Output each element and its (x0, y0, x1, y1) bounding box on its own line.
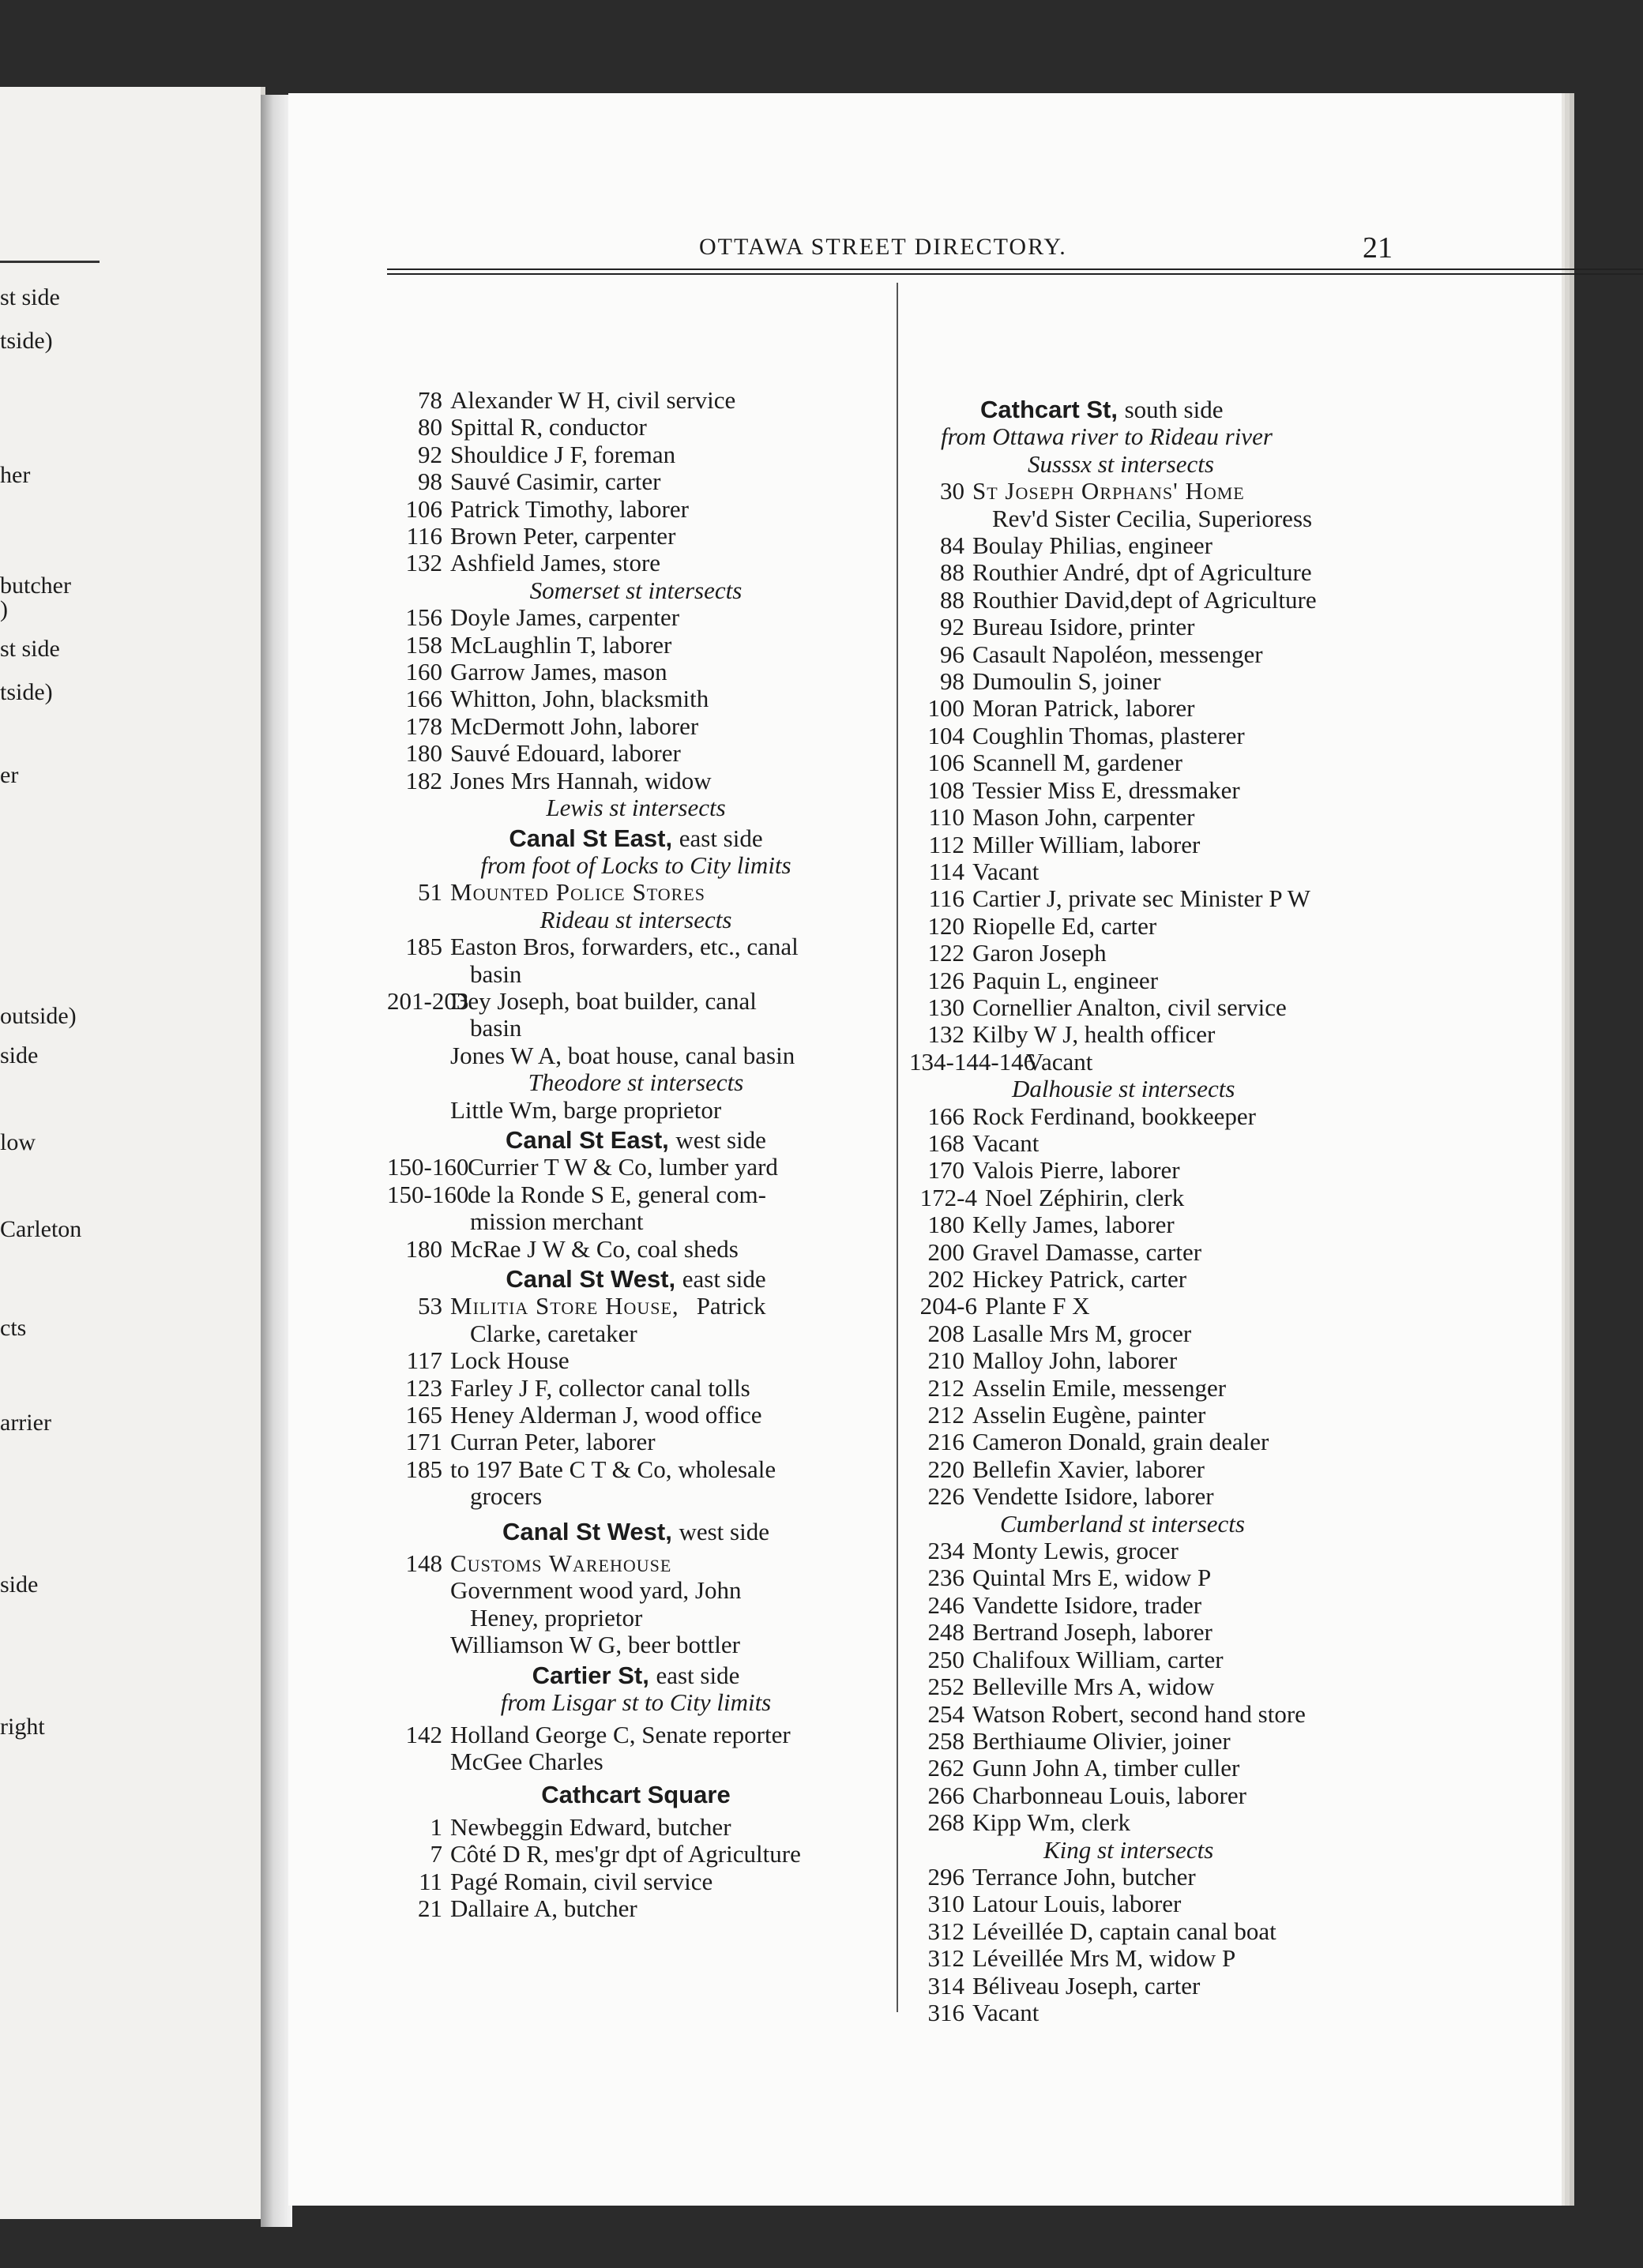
resident-entry: Kipp Wm, clerk (972, 1808, 1131, 1837)
page-number: 21 (1363, 231, 1393, 265)
list-item (909, 1647, 1643, 1673)
house-number: 110 (928, 803, 964, 832)
list-item (909, 940, 1643, 967)
house-number: 312 (927, 1944, 964, 1973)
list-item (387, 1347, 885, 1374)
list-item (909, 1728, 1643, 1755)
house-number: 208 (927, 1319, 964, 1347)
house-number: 178 (405, 712, 442, 740)
list-item (909, 1564, 1643, 1591)
list-item (387, 768, 885, 794)
list-item-continuation: Clarke, caretaker (470, 1319, 637, 1347)
resident-entry: Plante F X (985, 1292, 1090, 1320)
house-number: 266 (927, 1781, 964, 1809)
list-item: Williamson W G, beer bottler (450, 1631, 740, 1659)
resident-entry: Mason John, carpenter (972, 803, 1195, 832)
list-item: 148 Customs Warehouse (405, 1549, 672, 1578)
resident-entry: Vacant (972, 1998, 1040, 2026)
resident-entry: Vacant (972, 1128, 1040, 1157)
house-number: 108 (927, 775, 964, 804)
street-heading: Canal St East, east side (509, 824, 763, 852)
resident-entry: Vendette Isidore, laborer (972, 1482, 1214, 1511)
list-item (909, 1293, 1643, 1320)
resident-entry: Pagé Romain, civil service (450, 1867, 713, 1895)
list-item (909, 723, 1643, 749)
list-item (909, 832, 1643, 858)
house-number: 172-4 (919, 1183, 977, 1211)
resident-entry: Miller William, laborer (972, 830, 1201, 858)
list-item: 142 Holland George C, Senate reporter (405, 1720, 791, 1748)
list-item (387, 1841, 885, 1868)
resident-entry: Moran Patrick, laborer (972, 694, 1195, 723)
list-item (909, 532, 1643, 559)
cross-street: Rideau st intersects (540, 905, 732, 933)
resident-entry: Bureau Isidore, printer (972, 613, 1195, 641)
list-item (909, 777, 1643, 804)
list-item (909, 1429, 1643, 1455)
street-range: from Lisgar st to City limits (500, 1688, 772, 1717)
book-gutter (261, 95, 292, 2227)
street-heading: Cathcart St, south side (980, 396, 1224, 423)
list-item (909, 1456, 1643, 1483)
list-item (387, 550, 885, 576)
resident-entry: Valois Pierre, laborer (972, 1156, 1180, 1185)
list-item (387, 632, 885, 659)
list-item (909, 1701, 1643, 1728)
list-item (909, 1320, 1643, 1347)
list-item (909, 695, 1643, 722)
list-item (387, 1895, 885, 1922)
house-number: 168 (927, 1128, 964, 1157)
resident-entry: Léveillée Mrs M, widow P (972, 1944, 1236, 1973)
list-item (909, 1103, 1643, 1130)
resident-entry: Cornellier Analton, civil service (972, 993, 1287, 1021)
left-column (387, 387, 885, 1922)
house-number: 212 (927, 1401, 964, 1429)
list-item (909, 668, 1643, 695)
list-item (909, 1185, 1643, 1211)
house-number: 226 (927, 1482, 964, 1511)
left-page-text-fragment: er (0, 762, 19, 788)
list-item (387, 1402, 885, 1429)
house-number: 166 (405, 685, 442, 713)
resident-entry: Patrick Timothy, laborer (450, 494, 689, 523)
street-range: from Ottawa river to Rideau river (941, 422, 1273, 451)
list-item-continuation: basin (470, 1014, 522, 1042)
left-page-text-fragment: tside) (0, 328, 53, 354)
resident-entry: Côté D R, mes'gr dpt of Agriculture (450, 1840, 801, 1868)
list-item-continuation: Rev'd Sister Cecilia, Superioress (992, 504, 1313, 532)
house-number: 254 (927, 1699, 964, 1728)
house-number: 98 (940, 667, 964, 696)
house-number: 98 (418, 467, 442, 496)
resident-entry: Chalifoux William, carter (972, 1645, 1224, 1673)
resident-entry: Sauvé Casimir, carter (450, 467, 661, 496)
list-item: 51 Mounted Police Stores (418, 878, 706, 907)
house-number: 156 (405, 603, 442, 632)
house-number: 120 (927, 911, 964, 940)
list-item (387, 523, 885, 550)
house-number: 166 (927, 1102, 964, 1130)
house-number: 112 (928, 830, 964, 858)
list-item (909, 587, 1643, 614)
list-item (909, 614, 1643, 640)
house-number: 126 (927, 966, 964, 994)
resident-entry: Charbonneau Louis, laborer (972, 1781, 1246, 1809)
resident-entry: Terrance John, butcher (972, 1862, 1196, 1891)
resident-entry: Asselin Eugène, painter (972, 1401, 1206, 1429)
list-item (387, 1814, 885, 1841)
house-number: 132 (927, 1020, 964, 1049)
resident-entry: Jones Mrs Hannah, widow (450, 766, 712, 794)
list-item: 185 Easton Bros, forwarders, etc., canal (405, 933, 799, 961)
list-item (909, 1809, 1643, 1836)
list-item-continuation: Heney, proprietor (470, 1603, 643, 1632)
list-item: 201-203 Dey Joseph, boat builder, canal (387, 986, 757, 1015)
list-item (909, 1673, 1643, 1700)
resident-entry: Noel Zéphirin, clerk (985, 1183, 1185, 1211)
list-item (387, 659, 885, 685)
list-item (909, 1782, 1643, 1809)
resident-entry: Rock Ferdinand, bookkeeper (972, 1102, 1256, 1130)
resident-entry: Berthiaume Olivier, joiner (972, 1726, 1231, 1755)
resident-entry: Lasalle Mrs M, grocer (972, 1319, 1192, 1347)
column-divider (897, 283, 898, 2012)
list-item: 150-160 de la Ronde S E, general com- (387, 1180, 766, 1208)
resident-entry: Bertrand Joseph, laborer (972, 1618, 1213, 1647)
house-number: 234 (927, 1537, 964, 1565)
house-number: 312 (927, 1917, 964, 1945)
resident-entry: Latour Louis, laborer (972, 1890, 1182, 1918)
house-number: 106 (927, 749, 964, 777)
left-page-text-fragment: st side (0, 284, 60, 310)
list-item (909, 1402, 1643, 1429)
house-number: 314 (927, 1971, 964, 2000)
street-heading: Cathcart Square (541, 1781, 731, 1809)
resident-entry: Riopelle Ed, carter (972, 911, 1157, 940)
house-number: 21 (418, 1894, 442, 1922)
house-number: 236 (927, 1564, 964, 1592)
resident-entry: Asselin Emile, messenger (972, 1373, 1227, 1402)
house-number: 123 (405, 1373, 442, 1402)
house-number: 1 (430, 1812, 442, 1841)
list-item: Little Wm, barge proprietor (450, 1095, 722, 1124)
list-item (909, 1266, 1643, 1293)
right-column (909, 393, 1643, 2026)
list-item: 134-144-146 Vacant (909, 1047, 1093, 1076)
house-number: 296 (927, 1862, 964, 1891)
resident-entry: Curran Peter, laborer (450, 1428, 656, 1456)
list-item: Jones W A, boat house, canal basin (450, 1041, 795, 1069)
house-number: 248 (927, 1618, 964, 1647)
resident-entry: Casault Napoléon, messenger (972, 640, 1263, 668)
left-page-text-fragment: low (0, 1129, 36, 1155)
street-heading: Canal St West, east side (506, 1265, 766, 1293)
resident-entry: Garrow James, mason (450, 658, 667, 686)
left-page-text-fragment: outside) (0, 1003, 77, 1029)
list-item (387, 1375, 885, 1402)
list-item (909, 858, 1643, 885)
list-item: 150-160 Currier T W & Co, lumber yard (387, 1153, 778, 1181)
resident-entry: Scannell M, gardener (972, 749, 1182, 777)
resident-entry: McDermott John, laborer (450, 712, 699, 740)
house-number: 316 (927, 1998, 964, 2026)
resident-entry: Whitton, John, blacksmith (450, 685, 709, 713)
header-rule (387, 268, 1643, 275)
resident-entry: Farley J F, collector canal tolls (450, 1373, 750, 1402)
resident-entry: Dumoulin S, joiner (972, 667, 1161, 696)
list-item (909, 1347, 1643, 1374)
resident-entry: Gunn John A, timber culler (972, 1754, 1240, 1782)
house-number: 158 (405, 630, 442, 659)
cross-street: Lewis st intersects (546, 794, 726, 822)
list-item (909, 559, 1643, 586)
resident-entry: Lock House (450, 1346, 570, 1375)
list-item (387, 496, 885, 523)
list-item (909, 885, 1643, 912)
resident-entry: Ashfield James, store (450, 549, 661, 577)
list-item (387, 414, 885, 441)
left-page-text-fragment: ) (0, 596, 8, 622)
house-number: 11 (419, 1867, 442, 1895)
list-item (909, 1918, 1643, 1945)
house-number: 116 (928, 884, 964, 913)
list-item: McGee Charles (450, 1747, 603, 1775)
house-number: 114 (928, 857, 964, 885)
list-item (909, 913, 1643, 940)
list-item (909, 1239, 1643, 1266)
resident-entry: Newbeggin Edward, butcher (450, 1812, 731, 1841)
cross-street: Susssx st intersects (1028, 449, 1214, 478)
left-page-text-fragment: right (0, 1714, 45, 1740)
house-number: 212 (927, 1373, 964, 1402)
house-number: 122 (927, 939, 964, 967)
left-page-text-fragment: side (0, 1042, 39, 1068)
left-page-text-fragment: st side (0, 636, 60, 662)
house-number: 116 (406, 522, 442, 550)
house-number: 104 (927, 721, 964, 749)
resident-entry: Gravel Damasse, carter (972, 1237, 1202, 1266)
resident-entry: Sauvé Edouard, laborer (450, 739, 681, 768)
house-number: 180 (405, 739, 442, 768)
list-item (387, 441, 885, 468)
list-item (387, 740, 885, 767)
list-item (909, 1130, 1643, 1157)
list-item (909, 1483, 1643, 1510)
house-number: 92 (418, 440, 442, 468)
house-number: 160 (405, 658, 442, 686)
list-item (387, 685, 885, 712)
resident-entry: Malloy John, laborer (972, 1346, 1178, 1375)
house-number: 220 (927, 1455, 964, 1483)
list-item (387, 713, 885, 740)
resident-entry: Dallaire A, butcher (450, 1894, 637, 1922)
left-page-text-fragment: butcher (0, 573, 71, 599)
list-item-continuation: grocers (470, 1482, 543, 1511)
list-item (909, 1973, 1643, 2000)
left-page-text-fragment: cts (0, 1315, 27, 1341)
house-number: 204-6 (919, 1292, 977, 1320)
house-number: 132 (405, 549, 442, 577)
list-item (387, 1429, 885, 1455)
resident-entry: Watson Robert, second hand store (972, 1699, 1306, 1728)
house-number: 106 (405, 494, 442, 523)
list-item (909, 1891, 1643, 1917)
resident-entry: Cameron Donald, grain dealer (972, 1428, 1269, 1456)
list-item (909, 1864, 1643, 1891)
page-title: OTTAWA STREET DIRECTORY. (699, 234, 1067, 260)
left-page-text-fragment: her (0, 462, 31, 488)
resident-entry: Routhier David,dept of Agriculture (972, 585, 1317, 614)
house-number: 262 (927, 1754, 964, 1782)
cross-street: Cumberland st intersects (1000, 1509, 1245, 1538)
list-item (909, 804, 1643, 831)
resident-entry: Doyle James, carpenter (450, 603, 680, 632)
house-number: 88 (940, 558, 964, 587)
list-item: 180 McRae J W & Co, coal sheds (405, 1234, 739, 1263)
list-item (387, 468, 885, 495)
list-item (387, 387, 885, 414)
left-page-fragment (0, 87, 265, 2219)
street-heading: Cartier St, east side (532, 1661, 740, 1689)
resident-entry: Garon Joseph (972, 939, 1107, 967)
left-page-text-fragment: side (0, 1571, 39, 1598)
list-item (909, 1619, 1643, 1646)
list-item (909, 1592, 1643, 1619)
resident-entry: Béliveau Joseph, carter (972, 1971, 1201, 2000)
house-number: 130 (927, 993, 964, 1021)
list-item (909, 967, 1643, 994)
house-number: 84 (940, 531, 964, 560)
list-item (387, 604, 885, 631)
house-number: 165 (405, 1401, 442, 1429)
resident-entry: Heney Alderman J, wood office (450, 1401, 762, 1429)
house-number: 182 (405, 766, 442, 794)
list-item (909, 749, 1643, 776)
house-number: 268 (927, 1808, 964, 1837)
house-number: 310 (927, 1890, 964, 1918)
list-item: 53 Militia Store House, Patrick (418, 1292, 766, 1320)
list-item-continuation: basin (470, 959, 522, 988)
resident-entry: Quintal Mrs E, widow P (972, 1564, 1212, 1592)
resident-entry: Cartier J, private sec Minister P W (972, 884, 1310, 913)
list-item (909, 1755, 1643, 1782)
house-number: 250 (927, 1645, 964, 1673)
resident-entry: Coughlin Thomas, plasterer (972, 721, 1245, 749)
page-header (288, 231, 1562, 273)
list-item: 30 St Joseph Orphans' Home (940, 477, 1245, 505)
resident-entry: Tessier Miss E, dressmaker (972, 775, 1240, 804)
resident-entry: Hickey Patrick, carter (972, 1265, 1187, 1293)
list-item (909, 1157, 1643, 1184)
resident-entry: Paquin L, engineer (972, 966, 1159, 994)
house-number: 200 (927, 1237, 964, 1266)
resident-entry: Bellefin Xavier, laborer (972, 1455, 1205, 1483)
resident-entry: Monty Lewis, grocer (972, 1537, 1179, 1565)
list-item (909, 1538, 1643, 1564)
house-number: 7 (430, 1840, 442, 1868)
house-number: 252 (927, 1673, 964, 1701)
resident-entry: Routhier André, dpt of Agriculture (972, 558, 1312, 587)
house-number: 88 (940, 585, 964, 614)
house-number: 180 (927, 1211, 964, 1239)
cross-street: Somerset st intersects (529, 576, 743, 604)
list-item (909, 1021, 1643, 1048)
street-heading: Canal St West, west side (502, 1517, 769, 1545)
list-item (909, 2000, 1643, 2026)
house-number: 210 (927, 1346, 964, 1375)
resident-entry: Spittal R, conductor (450, 413, 647, 441)
list-item: Government wood yard, John (450, 1576, 742, 1605)
resident-entry: Kilby W J, health officer (972, 1020, 1216, 1049)
resident-entry: Belleville Mrs A, widow (972, 1673, 1215, 1701)
house-number: 92 (940, 613, 964, 641)
list-item (909, 994, 1643, 1021)
resident-entry: Boulay Philias, engineer (972, 531, 1213, 560)
directory-page (288, 93, 1562, 2206)
left-page-rule (0, 261, 100, 263)
left-page-text-fragment: tside) (0, 679, 53, 705)
street-heading: Canal St East, west side (506, 1125, 766, 1154)
house-number: 80 (418, 413, 442, 441)
house-number: 117 (406, 1346, 442, 1375)
list-item (387, 1868, 885, 1895)
cross-street: Theodore st intersects (528, 1068, 744, 1097)
cross-street: Dalhousie st intersects (1012, 1075, 1235, 1103)
list-item: 185 to 197 Bate C T & Co, wholesale (405, 1455, 776, 1483)
cross-street: King st intersects (1043, 1835, 1214, 1864)
house-number: 170 (927, 1156, 964, 1185)
left-page-text-fragment: arrier (0, 1410, 51, 1436)
house-number: 100 (927, 694, 964, 723)
resident-entry: McLaughlin T, laborer (450, 630, 672, 659)
house-number: 216 (927, 1428, 964, 1456)
resident-entry: Shouldice J F, foreman (450, 440, 676, 468)
list-item-continuation: mission merchant (470, 1207, 644, 1236)
house-number: 202 (927, 1265, 964, 1293)
list-item (909, 641, 1643, 668)
resident-entry: Brown Peter, carpenter (450, 522, 676, 550)
street-range: from foot of Locks to City limits (480, 850, 791, 879)
resident-entry: Vacant (972, 857, 1040, 885)
house-number: 258 (927, 1726, 964, 1755)
house-number: 246 (927, 1590, 964, 1619)
resident-entry: Kelly James, laborer (972, 1211, 1175, 1239)
house-number: 78 (418, 386, 442, 414)
left-page-text-fragment: Carleton (0, 1216, 82, 1242)
list-item (909, 1375, 1643, 1402)
resident-entry: Léveillée D, captain canal boat (972, 1917, 1276, 1945)
list-item (909, 1945, 1643, 1972)
list-item (909, 1211, 1643, 1238)
resident-entry: Vandette Isidore, trader (972, 1590, 1202, 1619)
house-number: 96 (940, 640, 964, 668)
resident-entry: Alexander W H, civil service (450, 386, 736, 414)
house-number: 171 (405, 1428, 442, 1456)
